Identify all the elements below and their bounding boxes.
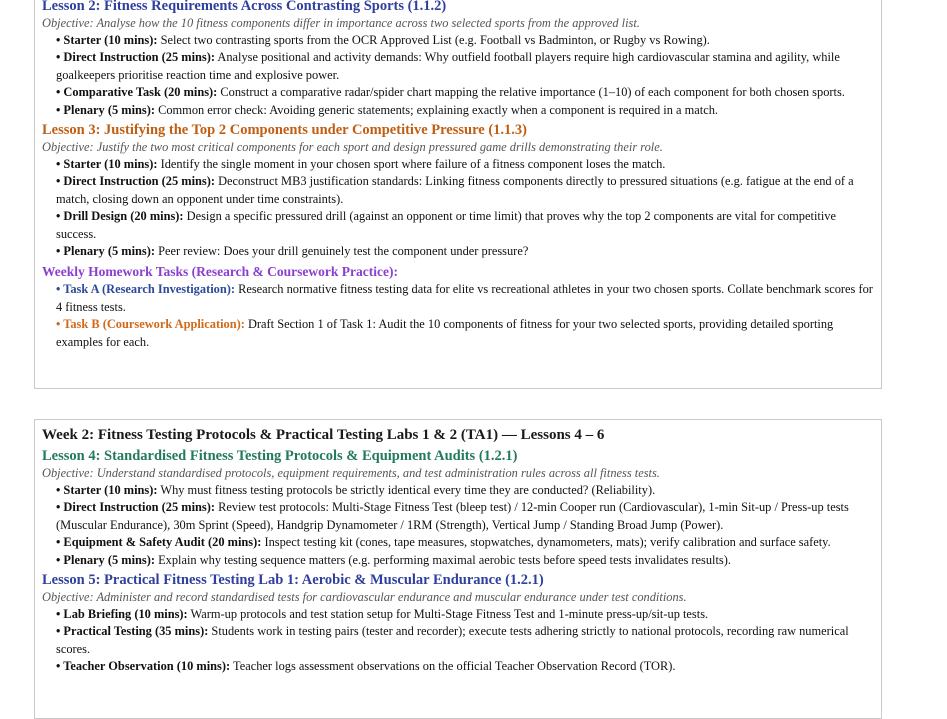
item-label: • Plenary (5 mins): xyxy=(56,552,155,567)
item-label: • Starter (10 mins): xyxy=(56,483,158,497)
week1-card xyxy=(34,0,882,389)
list-item xyxy=(56,499,874,534)
homework-title: Weekly Homework Tasks (Research & Coursework Practice): xyxy=(42,264,398,280)
item-label: • Equipment & Safety Audit (20 mins): xyxy=(56,535,262,550)
item-text: Design a specific pressured drill (against an opponent or time limit) that proves why the top 2 components are vital for competitive success. xyxy=(56,209,836,241)
lesson5-items xyxy=(42,606,874,676)
lesson2-items xyxy=(42,32,874,119)
item-text: Peer review: Does your drill genuinely test the component under pressure? xyxy=(154,244,529,259)
list-item xyxy=(56,208,874,243)
item-text: Analyse positional and activity demands: Why outfield football players require high cardiovascular stamina and agility, while goalkeepers prioritise reaction time and explosive power. xyxy=(56,50,840,82)
item-label: • Practical Testing (35 mins): xyxy=(56,624,209,639)
item-label: • Plenary (5 mins): xyxy=(56,244,155,259)
week2-title: Week 2: Fitness Testing Protocols & Practical Testing Labs 1 & 2 (TA1) — Lessons 4 – 6 xyxy=(42,427,605,443)
item-label: • Plenary (5 mins): xyxy=(56,102,155,117)
list-item xyxy=(56,173,874,208)
item-label: • Direct Instruction (25 mins): xyxy=(56,174,215,189)
item-label: • Starter (10 mins): xyxy=(56,33,158,47)
lesson3-items xyxy=(42,156,874,260)
week2-card xyxy=(34,419,882,719)
lesson2-title: Lesson 2: Fitness Requirements Across Contrasting Sports (1.1.2) xyxy=(42,0,447,14)
lesson5-title: Lesson 5: Practical Fitness Testing Lab 1: Aerobic & Muscular Endurance (1.2.1) xyxy=(42,572,544,589)
item-label: • Direct Instruction (25 mins): xyxy=(56,50,215,65)
item-text: Teacher logs assessment observations on the official Teacher Observation Record (TOR). xyxy=(230,659,676,674)
list-item xyxy=(56,658,874,675)
list-item xyxy=(56,482,874,499)
item-label: • Teacher Observation (10 mins): xyxy=(56,659,231,674)
homework-items xyxy=(42,281,874,351)
item-text: Inspect testing kit (cones, tape measures, stopwatches, dynamometers, mats); verify calibration and surface safety. xyxy=(261,535,831,550)
item-text: Warm-up protocols and test station setup for Multi-Stage Fitness Test and 1-minute press-up/sit-up tests. xyxy=(187,607,709,622)
item-text: Students work in testing pairs (tester and recorder); execute tests adhering strictly to national protocols, recording raw numerical scores. xyxy=(56,624,849,656)
list-item xyxy=(56,281,874,316)
lesson4-items xyxy=(42,482,874,569)
lesson5-objective: Objective: Administer and record standardised tests for cardiovascular endurance and muscular endurance under test conditions. xyxy=(42,590,687,605)
list-item xyxy=(56,84,874,101)
item-text: Common error check: Avoiding generic statements; explaining exactly when a component is required in a match. xyxy=(154,102,719,117)
lesson3-title: Lesson 3: Justifying the Top 2 Components under Competitive Pressure (1.1.3) xyxy=(42,122,527,139)
item-text: Draft Section 1 of Task 1: Audit the 10 components of fitness for your two selected sports, providing detailed sporting examples for each. xyxy=(56,317,834,349)
list-item xyxy=(56,552,874,569)
item-text: Identify the single moment in your chosen sport where failure of a fitness component loses the match. xyxy=(157,157,666,172)
list-item xyxy=(56,102,874,119)
item-label: • Drill Design (20 mins): xyxy=(56,209,184,224)
item-text: Select two contrasting sports from the OCR Approved List (e.g. Football vs Badminton, or Rugby vs Rowing). xyxy=(157,33,710,47)
task-a-label: • Task A (Research Investigation): xyxy=(56,282,235,297)
item-text: Deconstruct MB3 justification standards: Linking fitness components directly to pressured situations (e.g. fatigue at the end of a match, closing down an opponent under time constraints). xyxy=(56,174,854,206)
item-text: Explain why testing sequence matters (e.g. performing maximal aerobic tests before speed tests invalidates results). xyxy=(154,552,731,567)
list-item xyxy=(56,534,874,551)
lesson4-objective: Objective: Understand standardised protocols, equipment requirements, and test administration rules across all fitness tests. xyxy=(42,466,660,480)
item-text: Research normative fitness testing data for elite vs recreational athletes in your two chosen sports. Collate benchmark scores for 4 fitness tests. xyxy=(56,282,873,314)
list-item xyxy=(56,156,874,173)
lesson2-objective: Objective: Analyse how the 10 fitness components differ in importance across two selected sports from the approved list. xyxy=(42,16,640,30)
item-text: Construct a comparative radar/spider chart mapping the relative importance (1–10) of each component for both chosen sports. xyxy=(217,85,845,100)
lesson4-title: Lesson 4: Standardised Fitness Testing Protocols & Equipment Audits (1.2.1) xyxy=(42,448,518,464)
list-item xyxy=(56,243,874,260)
list-item xyxy=(56,623,874,658)
list-item xyxy=(56,49,874,84)
item-label: • Direct Instruction (25 mins): xyxy=(56,500,215,515)
item-label: • Starter (10 mins): xyxy=(56,157,158,172)
item-text: Why must fitness testing protocols be strictly identical every time they are conducted? (Reliability). xyxy=(157,483,656,497)
item-text: Review test protocols: Multi-Stage Fitness Test (bleep test) / 12-min Cooper run (Cardiovascular), 1-min Sit-up / Press-up tests (Muscular Endurance), 30m Sprint (Speed), Handgrip Dynamometer / 1RM (Strength), Vertical Jump / Standing Broad Jump (Power). xyxy=(56,500,849,532)
list-item xyxy=(56,316,874,351)
item-label: • Comparative Task (20 mins): xyxy=(56,85,218,100)
task-b-label: • Task B (Coursework Application): xyxy=(56,317,245,332)
item-label: • Lab Briefing (10 mins): xyxy=(56,607,188,622)
lesson3-objective: Objective: Justify the two most critical components for each sport and design pressured game drills demonstrating their role. xyxy=(42,140,663,155)
list-item xyxy=(56,32,874,49)
list-item xyxy=(56,606,874,623)
